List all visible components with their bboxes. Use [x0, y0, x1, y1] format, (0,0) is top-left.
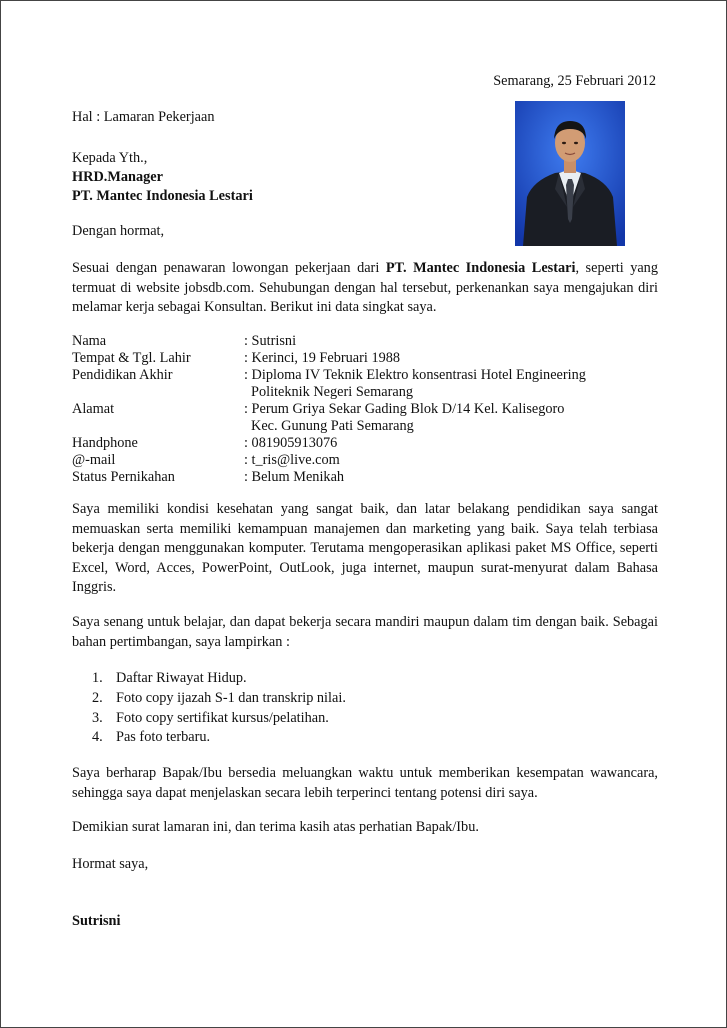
list-text: Pas foto terbaru.: [116, 729, 211, 746]
detail-label: @-mail: [72, 452, 116, 468]
qualification-paragraph: Saya memiliki kondisi kesehatan yang sangat baik, dan latar belakang pendidikan saya sangat memuaskan serta memiliki kemampuan manajemen dan marketing yang baik. Saya telah terbiasa bekerja dengan menggunakan komputer. Terutama mengoperasikan aplikasi paket MS Office, seperti Excel, Word, Acces, PowerPoint, OutLook, juga internet, maupun surat-menyurat dalam Bahasa Inggris.: [72, 501, 658, 595]
intro-text-after: , seperti yang termuat di website jobsdb.com. Sehubungan dengan hal tersebut, perkenankan saya mengajukan diri melamar kerja sebagai Konsultan. Berikut ini data singkat saya.: [72, 260, 658, 315]
list-text: Foto copy ijazah S-1 dan transkrip nilai.: [116, 689, 346, 706]
list-text: Foto copy sertifikat kursus/pelatihan.: [116, 709, 329, 726]
thanks-paragraph: Demikian surat lamaran ini, dan terima kasih atas perhatian Bapak/Ibu.: [72, 819, 479, 835]
attachment-list: [92, 669, 346, 748]
subject-line: Hal : Lamaran Pekerjaan: [72, 109, 215, 125]
intro-text-before: Sesuai dengan penawaran lowongan pekerjaan dari: [72, 260, 386, 276]
detail-row: [72, 435, 658, 452]
greeting: Dengan hormat,: [72, 223, 165, 239]
detail-value: : Perum Griya Sekar Gading Blok D/14 Kel. Kalisegoro: [244, 401, 565, 417]
detail-value: : Sutrisni: [244, 333, 297, 349]
detail-value: Kec. Gunung Pati Semarang: [251, 418, 414, 434]
detail-label: Tempat & Tgl. Lahir: [72, 350, 191, 366]
recipient-line-1: Kepada Yth.,: [72, 150, 148, 166]
list-number: 2.: [92, 689, 103, 706]
detail-value: Politeknik Negeri Semarang: [251, 384, 413, 400]
detail-label: Nama: [72, 333, 107, 349]
attachment-intro-paragraph: Saya senang untuk belajar, dan dapat bekerja secara mandiri maupun dalam tim dengan baik. Sebagai bahan pertimbangan, saya lampirkan :: [72, 614, 658, 650]
list-item: [92, 669, 346, 689]
detail-value: : Diploma IV Teknik Elektro konsentrasi Hotel Engineering: [244, 367, 586, 383]
detail-label: Status Pernikahan: [72, 469, 175, 485]
detail-value: : t_ris@live.com: [244, 452, 340, 468]
list-item: [92, 689, 346, 709]
place-date: Semarang, 25 Februari 2012: [493, 73, 656, 89]
detail-label: Handphone: [72, 435, 138, 451]
list-number: 1.: [92, 670, 103, 686]
detail-label: [72, 384, 244, 401]
detail-value: : Kerinci, 19 Februari 1988: [244, 350, 401, 366]
detail-row: [72, 401, 658, 418]
detail-row: [72, 367, 658, 384]
list-item: [92, 709, 346, 729]
signature-name: Sutrisni: [72, 913, 121, 929]
detail-label: Alamat: [72, 401, 115, 417]
recipient-line-2: HRD.Manager: [72, 169, 163, 185]
list-number: 4.: [92, 729, 103, 746]
intro-paragraph: [72, 259, 658, 318]
applicant-details: [72, 333, 658, 486]
detail-label: [72, 418, 244, 435]
portrait-image: [515, 101, 625, 246]
detail-value: : Belum Menikah: [244, 469, 345, 485]
detail-label: Pendidikan Akhir: [72, 367, 173, 383]
list-text: Daftar Riwayat Hidup.: [116, 670, 247, 686]
detail-row: [72, 333, 658, 350]
detail-row: [72, 384, 658, 401]
detail-row: [72, 469, 658, 486]
applicant-photo: [515, 101, 625, 246]
detail-row: [72, 350, 658, 367]
recipient-line-3: PT. Mantec Indonesia Lestari: [72, 188, 253, 204]
detail-row: [72, 418, 658, 435]
list-item: [92, 728, 346, 748]
interview-paragraph: Saya berharap Bapak/Ibu bersedia meluangkan waktu untuk memberikan kesempatan wawancara, sehingga saya dapat menjelaskan secara lebih terperinci tentang potensi diri saya.: [72, 765, 658, 801]
detail-value: : 081905913076: [244, 435, 338, 451]
detail-row: [72, 452, 658, 469]
list-number: 3.: [92, 709, 103, 726]
closing: Hormat saya,: [72, 856, 149, 872]
recipient-block: [72, 149, 253, 206]
intro-company-name: PT. Mantec Indonesia Lestari: [385, 260, 576, 276]
